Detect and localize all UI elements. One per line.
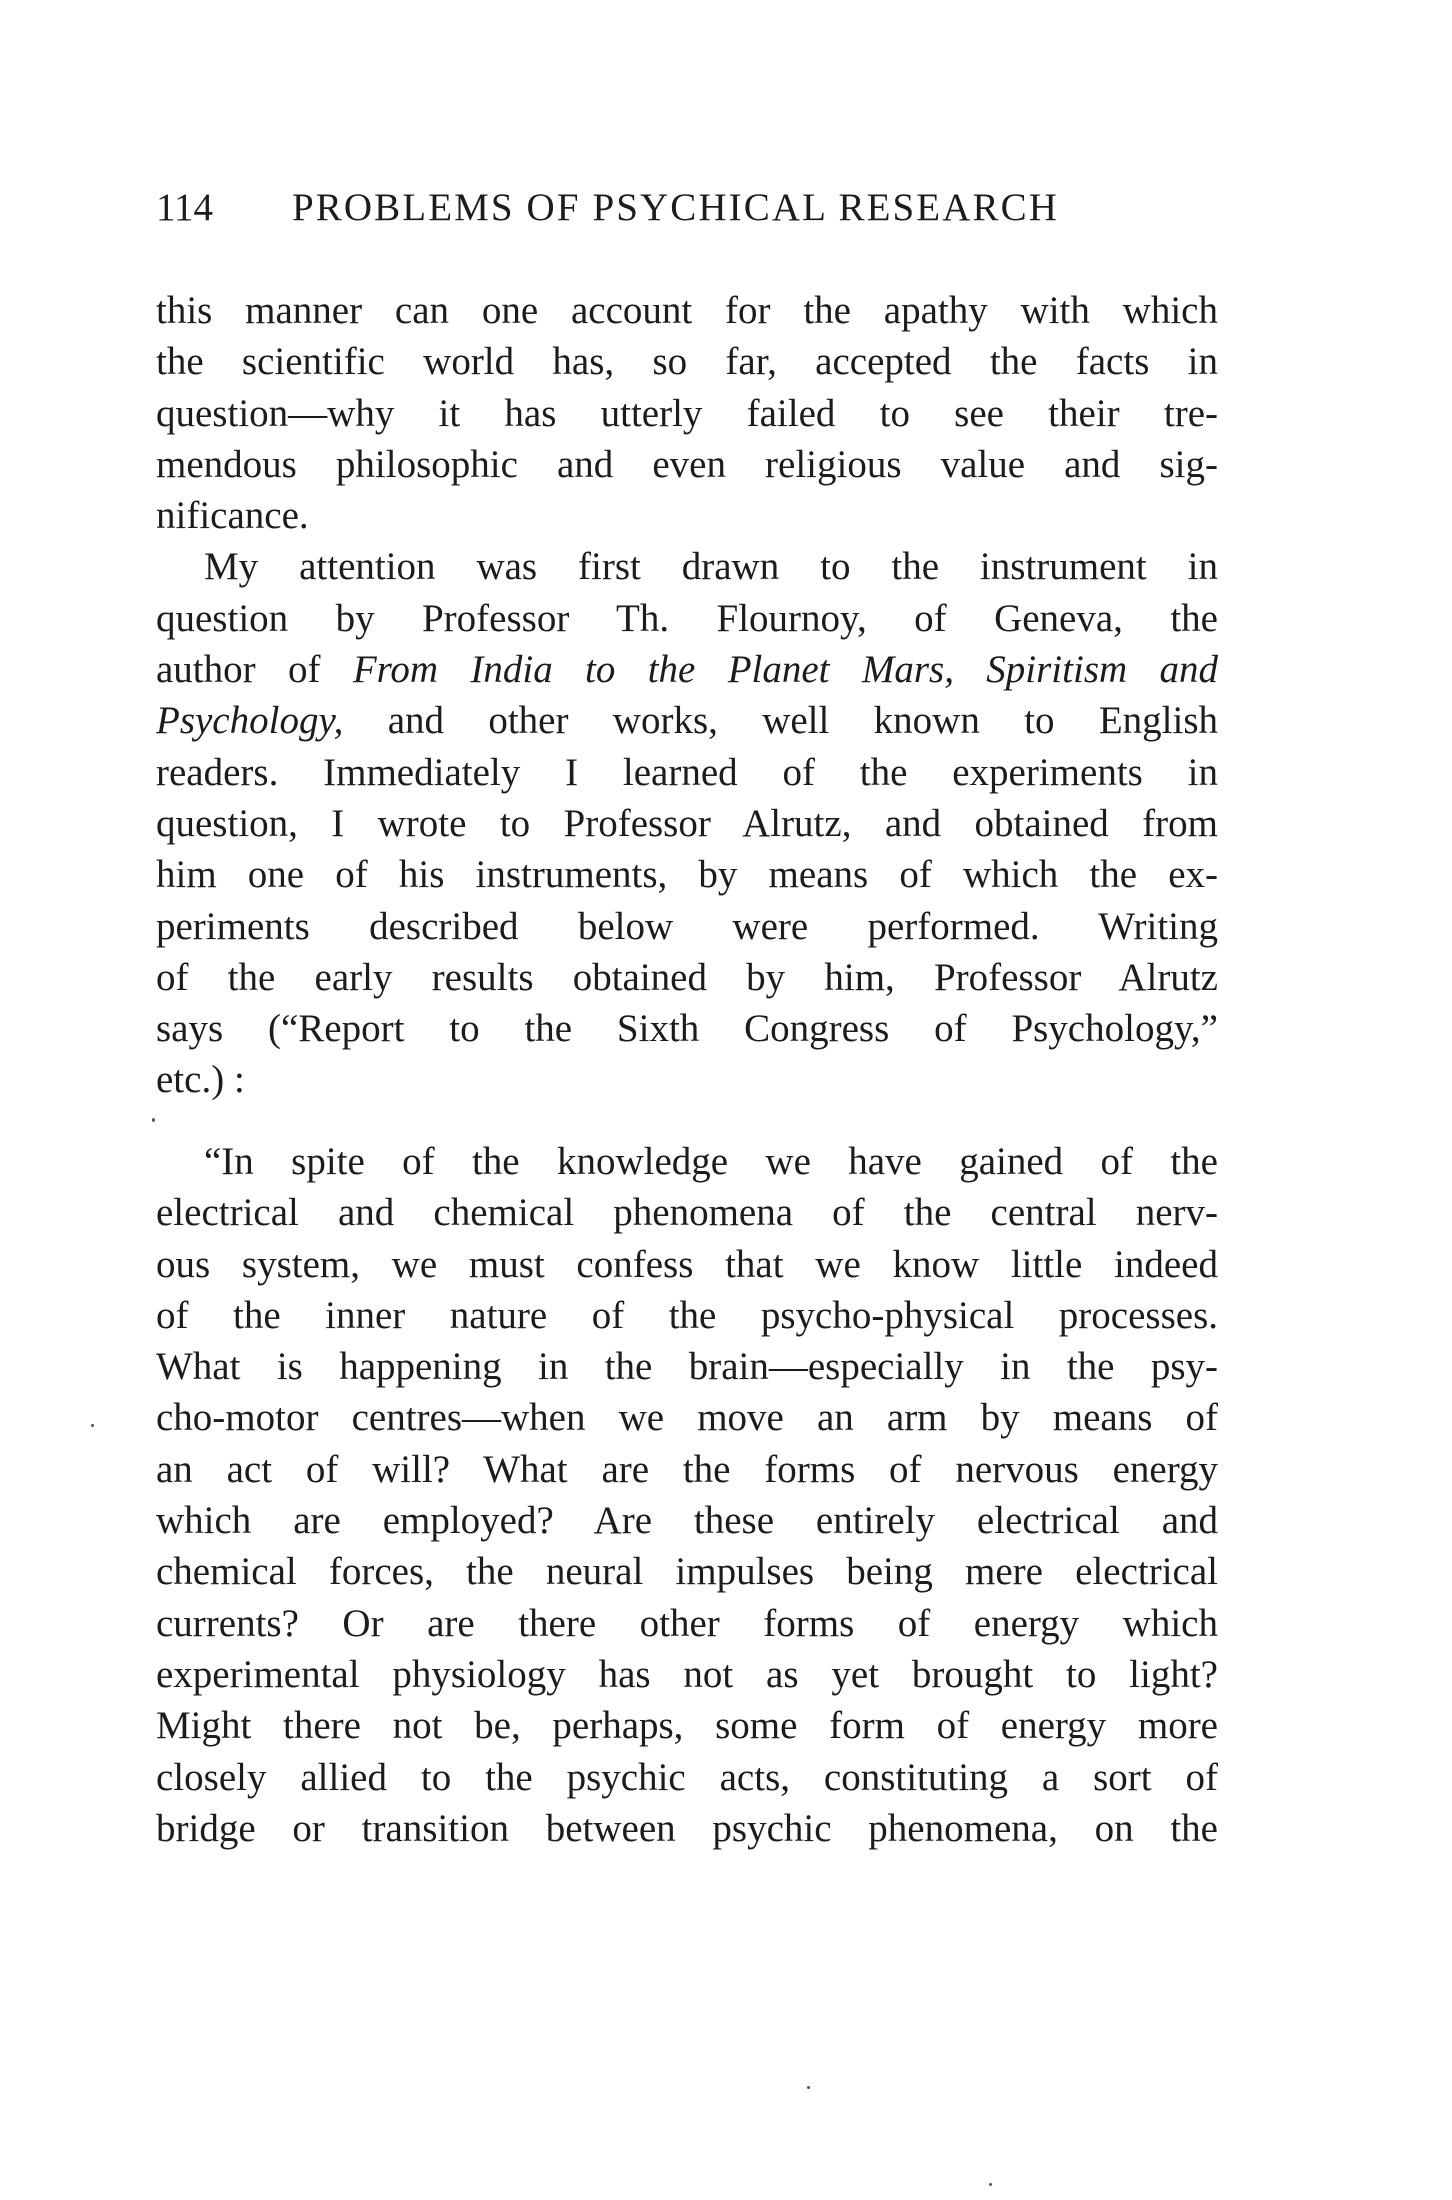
quote-line: bridge or transition between psychic phenomena, on the [156,1806,1218,1850]
text-line: question by Professor Th. Flournoy, of Geneva, the [156,596,1218,640]
quote-line: What is happening in the brain—especially in the psy- [156,1345,1218,1389]
book-title: From India to the Planet Mars, [352,648,954,692]
text-run: and other works, well known to English [343,699,1218,743]
text-line-titles [156,644,1218,695]
text-line: mendous philosophic and even religious value and sig- [156,442,1218,486]
text-run: author of [156,648,353,692]
quote-line: chemical forces, the neural impulses being mere electrical [156,1550,1218,1594]
text-line: of the early results obtained by him, Professor Alrutz [156,955,1218,999]
book-title: Psychology, [156,699,344,743]
scan-speck [152,1118,155,1122]
text-line: My attention was first drawn to the instrument in [204,545,1218,589]
text-line-title-end [156,695,1218,746]
running-head [156,183,1218,233]
quote-line: electrical and chemical phenomena of the central nerv- [156,1191,1218,1235]
text-line: question, I wrote to Professor Alrutz, and obtained from [156,801,1218,845]
text-line: this manner can one account for the apathy with which [156,289,1218,332]
paragraph-continued [156,285,1218,541]
running-title: PROBLEMS OF PSYCHICAL RESEARCH [292,186,1059,229]
scan-speck [989,2183,992,2186]
quote-line: ous system, we must confess that we know little indeed [156,1242,1218,1286]
text-line: etc.) : [156,1058,245,1102]
quote-line: which are employed? Are these entirely electrical and [156,1499,1218,1543]
quote-line: “In spite of the knowledge we have gained of the [204,1140,1218,1183]
scan-speck [807,2086,810,2089]
quote-line: an act of will? What are the forms of nervous energy [156,1447,1218,1491]
text-line: the scientific world has, so far, accepted the facts in [156,340,1218,384]
text-line: him one of his instruments, by means of which the ex- [156,853,1218,897]
text-line: readers. Immediately I learned of the experiments in [156,750,1218,794]
quote-line: closely allied to the psychic acts, constituting a sort of [156,1755,1218,1799]
text-line: question—why it has utterly failed to see their tre- [156,391,1218,435]
quote-line: cho-motor centres—when we move an arm by means of [156,1396,1218,1440]
text-line: periments described below were performed. Writing [156,904,1218,948]
text-line: nificance. [156,494,309,538]
book-page [156,0,1218,2200]
paragraph-attention [156,541,1218,1105]
main-text [156,285,1218,1106]
quote-line: Might there not be, perhaps, some form of energy more [156,1704,1218,1748]
block-quotation [156,1136,1218,1854]
quote-line: of the inner nature of the psycho-physical processes. [156,1293,1218,1337]
page-number: 114 [156,186,214,229]
scan-speck [91,1424,94,1427]
quote-line: currents? Or are there other forms of energy which [156,1601,1218,1645]
book-title: Spiritism and [986,648,1218,692]
text-line: says (“Report to the Sixth Congress of Psychology,” [156,1007,1218,1051]
quote-line: experimental physiology has not as yet brought to light? [156,1652,1218,1696]
